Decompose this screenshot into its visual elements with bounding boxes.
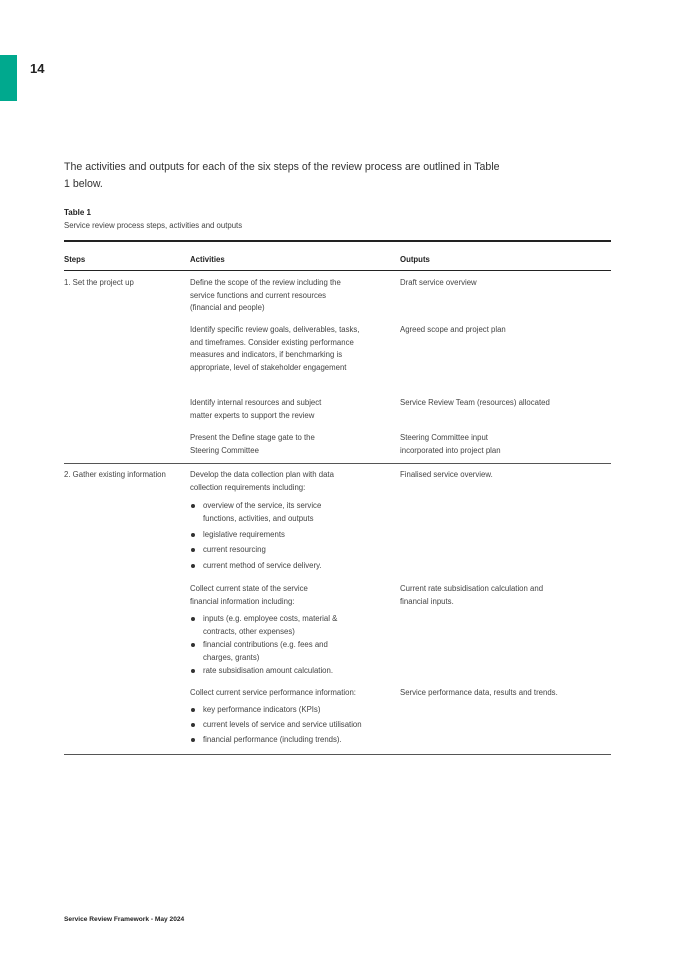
step-1-output-2: Agreed scope and project plan bbox=[400, 325, 506, 334]
table-top-rule bbox=[64, 240, 611, 242]
table-bottom-rule bbox=[64, 754, 611, 755]
table-subtitle: Service review process steps, activities and outputs bbox=[64, 221, 243, 230]
step-1-activity-2: Identify specific review goals, deliverables, tasks, and timeframes. Consider existing performance measures and indicators, if benchmarking is appropriate, level of stakeholder engagement bbox=[190, 325, 360, 372]
step-2-bullet-1-4: current method of service delivery. bbox=[190, 560, 390, 573]
step-2-output-1: Finalised service overview. bbox=[400, 470, 493, 479]
step-2-bullet-1-1: overview of the service, its service functions, activities, and outputs bbox=[190, 500, 350, 525]
page-number: 14 bbox=[30, 61, 45, 76]
header-outputs: Outputs bbox=[400, 255, 430, 264]
step-2-bullet-3-3: financial performance (including trends). bbox=[190, 734, 390, 747]
step-1-activity-1: Define the scope of the review including the service functions and current resources (financial and people) bbox=[190, 278, 341, 313]
step-2-bullet-2-3: rate subsidisation amount calculation. bbox=[190, 665, 390, 678]
step-2-output-3: Service performance data, results and trends. bbox=[400, 688, 558, 697]
step-2-activity-3: Collect current service performance information: bbox=[190, 688, 356, 697]
step-1-activity-4: Present the Define stage gate to the Steering Committee bbox=[190, 433, 315, 455]
step-1-output-1: Draft service overview bbox=[400, 278, 477, 287]
page-footer: Service Review Framework - May 2024 bbox=[64, 916, 185, 923]
header-steps: Steps bbox=[64, 255, 86, 264]
step-1-label: 1. Set the project up bbox=[64, 278, 134, 287]
step-2-output-2: Current rate subsidisation calculation and financial inputs. bbox=[400, 584, 544, 606]
step-2-bullet-1-2: legislative requirements bbox=[190, 529, 390, 542]
page-tab-marker bbox=[0, 55, 17, 101]
step-2-bullet-2-2: financial contributions (e.g. fees and charges, grants) bbox=[190, 639, 340, 664]
table-caption: Table 1 bbox=[64, 208, 91, 217]
step-2-label: 2. Gather existing information bbox=[64, 470, 166, 479]
table-header-rule bbox=[64, 270, 611, 271]
step-2-bullet-1-3: current resourcing bbox=[190, 544, 390, 557]
step-2-bullet-2-1: inputs (e.g. employee costs, material & contracts, other expenses) bbox=[190, 613, 355, 638]
step-1-output-3: Service Review Team (resources) allocated bbox=[400, 398, 550, 407]
step-2-bullet-3-1: key performance indicators (KPIs) bbox=[190, 704, 390, 717]
table-row-divider bbox=[64, 463, 611, 464]
intro-paragraph: The activities and outputs for each of the six steps of the review process are outlined in Table 1 below. bbox=[64, 161, 500, 190]
step-2-bullet-3-2: current levels of service and service utilisation bbox=[190, 719, 395, 732]
step-1-output-4: Steering Committee input incorporated into project plan bbox=[400, 433, 501, 455]
step-2-activity-1: Develop the data collection plan with data collection requirements including: bbox=[190, 470, 334, 492]
step-2-activity-2: Collect current state of the service financial information including: bbox=[190, 584, 308, 606]
header-activities: Activities bbox=[190, 255, 225, 264]
step-1-activity-3: Identify internal resources and subject matter experts to support the review bbox=[190, 398, 322, 420]
